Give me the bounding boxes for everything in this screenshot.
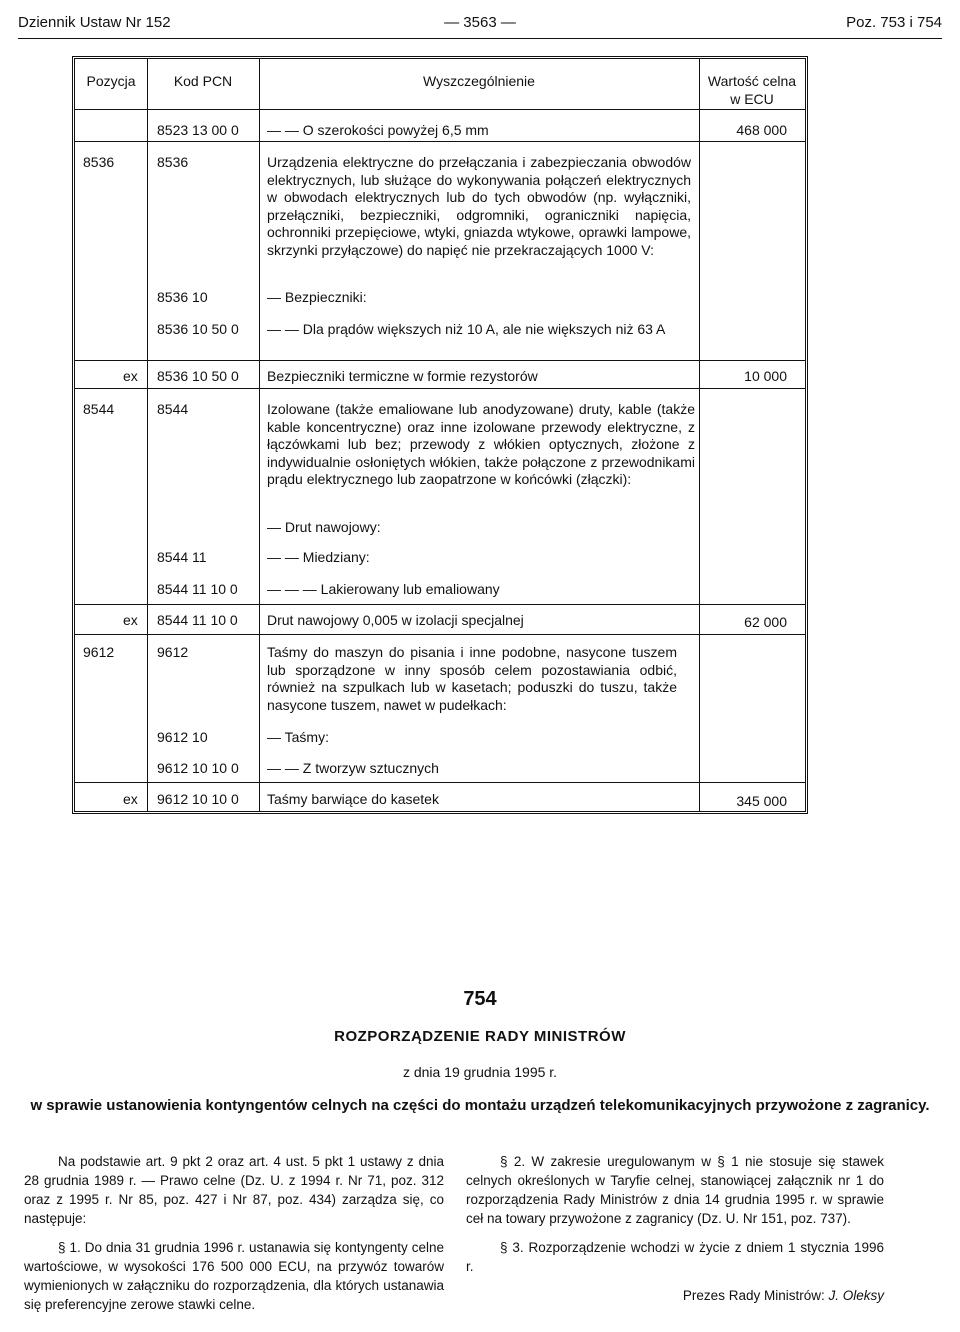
table-row-pcn: 8544 xyxy=(157,401,189,417)
table-row-description: Bezpieczniki termiczne w formie rezystorów xyxy=(267,368,538,384)
row-divider xyxy=(75,141,805,142)
row-divider xyxy=(75,634,805,635)
table-row-value: 345 000 xyxy=(736,793,787,809)
col-header-value xyxy=(699,73,805,108)
table-row-position: ex xyxy=(123,612,138,628)
paragraph-3: § 3. Rozporządzenie wchodzi w życie z dniem 1 stycznia 1996 r. xyxy=(466,1240,884,1274)
paragraph-2: § 2. W zakresie uregulowanym w § 1 nie stosuje się stawek celnych określonych w Taryfie celnej, stanowiącej załącznik nr 1 do rozporządzenia Rady Ministrów z dnia 14 grudnia 1995 r. w sprawie ceł na towary przywożone z zagranicy (Dz. U. Nr 151, poz. 737). xyxy=(466,1154,884,1226)
table-row-description: Taśmy do maszyn do pisania i inne podobne, nasycone tuszem lub sporządzone w inny sposób celem pozostawiania odbić, również na szpulkach lub w kasetach; poduszki do tuszu, także nasycone tuszem, nawet w pudełkach: xyxy=(267,644,677,713)
table-row-value: 10 000 xyxy=(744,368,787,384)
header-rule xyxy=(18,38,942,39)
table-row-description: — Taśmy: xyxy=(267,729,329,745)
table-row-pcn: 8544 11 10 0 xyxy=(157,581,238,597)
col-header-position: Pozycja xyxy=(86,73,136,89)
table-row-position: 8544 xyxy=(83,401,115,417)
table-row-description: — Drut nawojowy: xyxy=(267,519,381,535)
paragraph-1: § 1. Do dnia 31 grudnia 1996 r. ustanawia się kontyngenty celne wartościowe, w wysokości 176 500 000 ECU, na przywóz towarów wymienionych w załączniku do rozporządzenia, dla których ustanawia się preferencyjne zerowe stawki celne. xyxy=(24,1240,444,1312)
table-row-pcn: 9612 10 10 0 xyxy=(157,760,239,776)
table-row-description: Taśmy barwiące do kasetek xyxy=(267,791,439,807)
page-header xyxy=(18,14,942,38)
table-row-description: — — Dla prądów większych niż 10 A, ale nie większych niż 63 A xyxy=(267,321,666,337)
table-row-description: — — Z tworzyw sztucznych xyxy=(267,760,439,776)
tariff-table xyxy=(72,56,808,814)
table-row-position: 8536 xyxy=(83,154,115,170)
table-row-position: ex xyxy=(123,791,138,807)
item-range: Poz. 753 i 754 xyxy=(846,14,942,31)
table-row-pcn: 8536 xyxy=(157,154,189,170)
column-divider xyxy=(259,59,260,811)
col-header-value-line1: Wartość celna xyxy=(707,73,797,89)
row-divider xyxy=(75,782,805,783)
table-row-pcn: 8536 10 xyxy=(157,289,208,305)
table-row-description: — — — Lakierowany lub emaliowany xyxy=(267,581,500,597)
table-row-description: Izolowane (także emaliowane lub anodyzowane) druty, kable (także kable koncentryczne) oraz inne izolowane przewody elektryczne, z łączówkami lub bez; przewody z włókien optycznych, złożone z indywidualnie osłoniętych włókien, także połączone z przewodnikami prądu elektrycznego lub zaopatrzone w końcówki (złączki): xyxy=(267,401,695,487)
signature xyxy=(466,1286,884,1305)
act-date: z dnia 19 grudnia 1995 r. xyxy=(402,1064,558,1080)
column-divider xyxy=(147,59,148,811)
table-row-pcn: 9612 10 xyxy=(157,729,208,745)
table-row-pcn: 8523 13 00 0 xyxy=(157,122,239,138)
table-row-description: Urządzenia elektryczne do przełączania i zabezpieczania obwodów elektrycznych, lub służące do wykonywania połączeń elektrycznych w obwodach elektrycznych lub do tych obwodów (np. wyłączniki, przełączniki, bezpieczniki, odgromniki, ograniczniki napięcia, ochronniki przepięciowe, wtyki, gniazda wtykowe, oprawki lampowe, skrzynki przyłączowe) do napięć nie przekraczających 1000 V: xyxy=(267,154,691,258)
table-row-position: 9612 xyxy=(83,644,115,660)
table-row-pcn: 8536 10 50 0 xyxy=(157,368,239,384)
table-row-position: ex xyxy=(123,368,138,384)
act-number: 754 xyxy=(463,988,497,1010)
body-left-column xyxy=(24,1152,444,1324)
signature-role: Prezes Rady Ministrów: xyxy=(682,1288,825,1303)
column-divider xyxy=(699,59,700,811)
col-header-pcn: Kod PCN xyxy=(173,73,233,89)
table-row-description: — — O szerokości powyżej 6,5 mm xyxy=(267,122,489,138)
table-row-pcn: 8536 10 50 0 xyxy=(157,321,239,337)
table-row-description: — Bezpieczniki: xyxy=(267,289,367,305)
header-divider xyxy=(75,109,805,110)
body-right-column xyxy=(466,1152,884,1305)
table-row-pcn: 8544 11 10 0 xyxy=(157,612,238,628)
table-row-pcn: 9612 xyxy=(157,644,189,660)
table-row-pcn: 8544 11 xyxy=(157,549,207,565)
row-divider xyxy=(75,388,805,389)
table-row-description: Drut nawojowy 0,005 w izolacji specjalnej xyxy=(267,612,524,628)
table-row-pcn: 9612 10 10 0 xyxy=(157,791,239,807)
page-number: — 3563 — xyxy=(444,14,516,31)
row-divider xyxy=(75,360,805,361)
act-title: ROZPORZĄDZENIE RADY MINISTRÓW xyxy=(334,1028,626,1045)
table-row-value: 468 000 xyxy=(736,122,787,138)
act-subject: w sprawie ustanowienia kontyngentów celnych na części do montażu urządzeń telekomunikacyjnych przywożone z zagranicy. xyxy=(30,1097,930,1114)
signature-name: J. Oleksy xyxy=(828,1288,884,1303)
col-header-description: Wyszczególnienie xyxy=(423,73,535,89)
table-row-value: 62 000 xyxy=(744,614,787,630)
journal-title: Dziennik Ustaw Nr 152 xyxy=(18,14,171,31)
preamble: Na podstawie art. 9 pkt 2 oraz art. 4 ust. 5 pkt 1 ustawy z dnia 28 grudnia 1989 r. — Prawo celne (Dz. U. z 1994 r. Nr 71, poz. 312 oraz z 1995 r. Nr 85, poz. 427 i Nr 87, poz. 434) zarządza się, co następuje: xyxy=(24,1154,444,1226)
table-row-description: — — Miedziany: xyxy=(267,549,370,565)
col-header-value-line2: w ECU xyxy=(730,90,774,107)
row-divider xyxy=(75,604,805,605)
